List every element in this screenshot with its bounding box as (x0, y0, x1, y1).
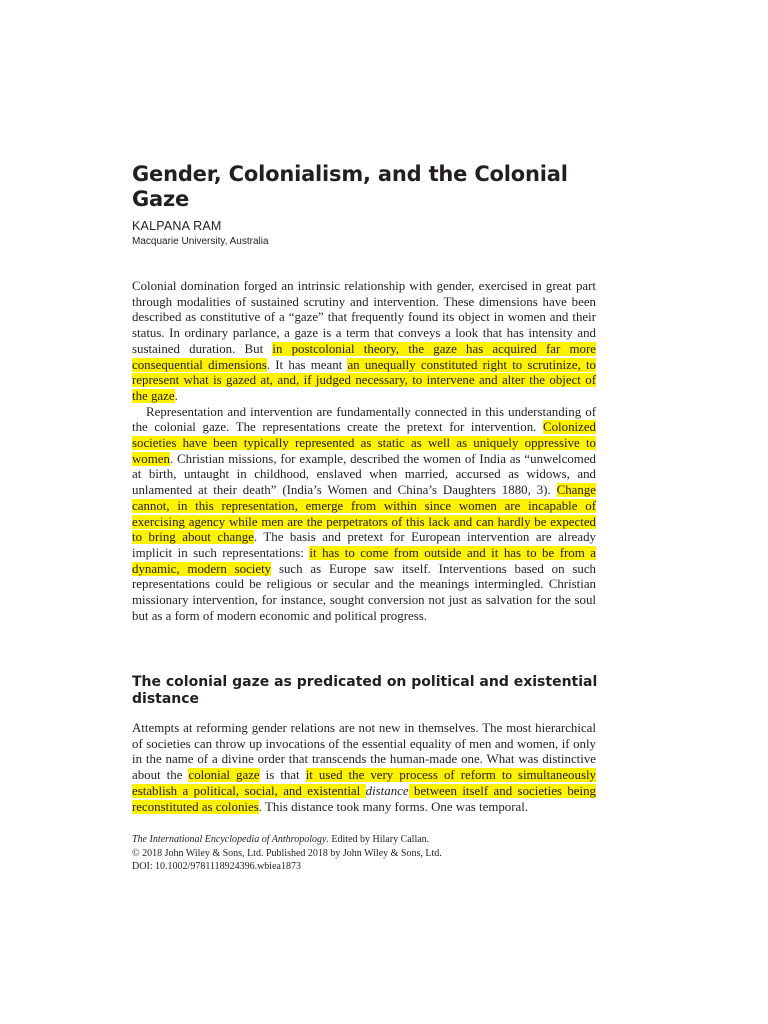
text-run: such as Europe saw itself. Interventions based on such representations could be religious or secular and the meanings intermingled. Christian missionary intervention, for instance, sought conversion not just as salvation for the soul but as a form of modern economic and political progress. (132, 561, 596, 623)
highlighted-text: in postcolonial theory, the gaze has acquired far more consequential dimensions (132, 341, 596, 372)
body-text-block-2 (132, 721, 596, 815)
paragraph-1 (132, 279, 596, 405)
body-text-block-1 (132, 279, 596, 624)
highlighted-text: Change cannot, in this representation, emerge from within since women are incapable of exercising agency while men are the perpetrators of this lack and can hardly be expected to bring about change (132, 483, 596, 545)
text-run: . This distance took many forms. One was temporal. (258, 799, 529, 814)
paragraph-2 (132, 405, 596, 625)
editor-credit: . Edited by Hilary Callan. (326, 834, 430, 845)
doi-line: DOI: 10.1002/9781118924396.wbiea1873 (132, 861, 301, 872)
author-affiliation: Macquarie University, Australia (132, 236, 269, 247)
publication-line (132, 833, 602, 847)
copyright-line: © 2018 John Wiley & Sons, Ltd. Published 2018 by John Wiley & Sons, Ltd. (132, 847, 442, 859)
article-title: Gender, Colonialism, and the Colonial Gaze (132, 162, 568, 211)
highlighted-text: colonial gaze (188, 768, 260, 783)
highlighted-text: between itself and societies being reconstituted as colonies (132, 783, 596, 814)
highlighted-text: an unequally constituted right to scrutinize, to represent what is gazed at, and, if judged necessary, to intervene and alter the object of the gaze (132, 357, 596, 403)
text-run: Attempts at reforming gender relations are not new in themselves. The most hierarchical of societies can throw up invocations of the essential equality of men and women, if only in the name of a divine order that transcends the human-made one. What was distinctive about the (132, 721, 596, 783)
highlighted-text: it has to come from outside and it has to be from a dynamic, modern society (132, 545, 597, 576)
text-run: . (174, 388, 178, 403)
text-run: is that (259, 768, 306, 783)
citation-footer (132, 833, 602, 874)
paragraph-3 (132, 721, 596, 815)
text-run: Representation and intervention are fundamentally connected in this understanding of the colonial gaze. The representations create the pretext for intervention. (132, 404, 596, 435)
italic-text: distance (365, 783, 409, 798)
author-name: KALPANA RAM (132, 219, 222, 233)
highlighted-text: Colonized societies have been typically represented as static as well as uniquely oppressive to women (132, 420, 596, 466)
text-run: . The basis and pretext for European intervention are already implicit in such representations: (132, 530, 597, 560)
text-run: . Christian missions, for example, described the women of India as “unwelcomed at birth, untaught in childhood, enslaved when married, accursed as widows, and unlamented at their death” (India’s Women and China’s Daughters 1880, 3). (132, 451, 596, 498)
section-heading: The colonial gaze as predicated on political and existential distance (132, 674, 598, 707)
highlighted-text: it used the very process of reform to simultaneously establish a political, social, and existential (132, 768, 596, 798)
publication-title: The International Encyclopedia of Anthropology (132, 834, 327, 845)
text-run: . It has meant (266, 357, 348, 372)
text-run: Colonial domination forged an intrinsic relationship with gender, exercised in great part through modalities of sustained scrutiny and intervention. These dimensions have been described as constitutive of a “gaze” that frequently found its object in women and their status. In ordinary parlance, a gaze is a term that conveys a look that has intensity and sustained duration. But (132, 279, 596, 356)
